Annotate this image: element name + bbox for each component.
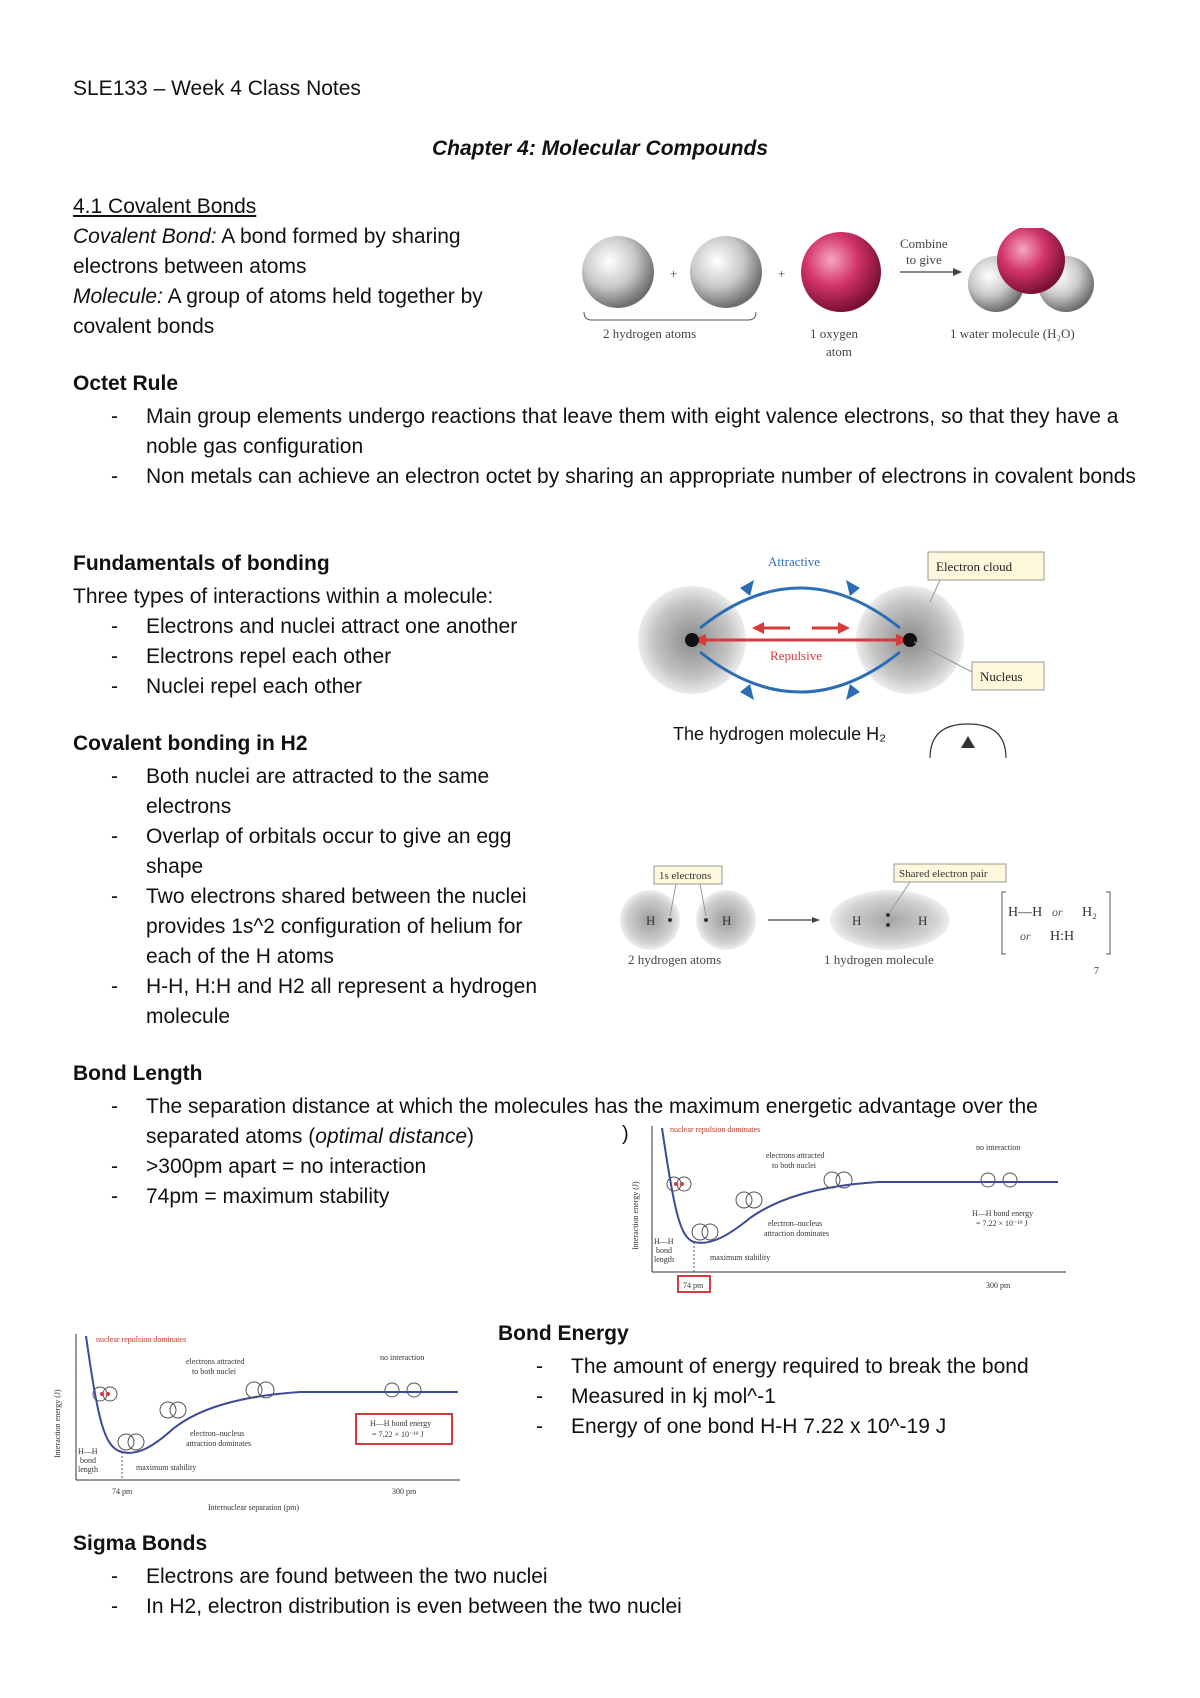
- h-symbol: H: [722, 913, 732, 928]
- list-item: - >300pm apart = no interaction: [73, 1152, 1133, 1182]
- atom-pair-icon: [680, 1182, 684, 1186]
- bond-length-label-2: bond: [80, 1456, 96, 1465]
- hydrogen-atoms-label: 2 hydrogen atoms: [603, 326, 697, 341]
- hdh-notation: H:H: [1050, 929, 1075, 944]
- optimal-distance-term: optimal distance: [315, 1125, 468, 1148]
- list-item: - Electrons are found between the two nuclei: [73, 1562, 1073, 1592]
- molecule-term: Molecule:: [73, 285, 163, 308]
- oxygen-atom-label-2: atom: [826, 344, 852, 359]
- list-item: - Both nuclei are attracted to the same electrons: [73, 762, 563, 822]
- hydrogen-atom-sphere: [690, 236, 762, 308]
- attractive-arrowhead: [740, 580, 754, 596]
- attractive-arrowhead: [846, 684, 860, 700]
- shared-electron-dot: [886, 913, 890, 917]
- combine-label: Combine: [900, 236, 948, 251]
- atom-pair-icon: [170, 1402, 186, 1418]
- h2-heading: Covalent bonding in H2: [73, 732, 308, 755]
- stray-parenthesis: ): [622, 1123, 629, 1145]
- atom-pair-icon: [824, 1172, 840, 1188]
- bond-energy-note-2: = 7.22 × 10⁻¹⁹ J: [976, 1219, 1028, 1228]
- list-item: - Overlap of orbitals occur to give an egg shape: [73, 822, 563, 882]
- bracket-right: [1106, 892, 1110, 954]
- molecule-definition: [73, 282, 533, 342]
- repulsive-label: Repulsive: [770, 648, 822, 663]
- oxygen-atom-label-1: 1 oxygen: [810, 326, 859, 341]
- max-stability-label: maximum stability: [136, 1463, 197, 1472]
- covalent-bond-text: A bond formed by sharing electrons between atoms: [73, 225, 461, 278]
- list-item: - 74pm = maximum stability: [73, 1182, 1133, 1212]
- electrons-attracted-label-2: to both nuclei: [192, 1367, 236, 1376]
- h2-list: [73, 762, 563, 1032]
- list-item: - Measured in kj mol^-1: [498, 1382, 1158, 1412]
- max-stability-label: maximum stability: [710, 1253, 771, 1262]
- list-item: - Two electrons shared between the nuclei provides 1s^2 configuration of helium for each of the H atoms: [73, 882, 563, 972]
- octet-heading: Octet Rule: [73, 372, 179, 395]
- plot-y-label: Interaction energy (J): [53, 1389, 62, 1458]
- tick-300pm: 300 pm: [392, 1487, 417, 1496]
- bond-energy-note-1: H—H bond energy: [972, 1209, 1034, 1218]
- ls-electrons-label: 1s electrons: [659, 870, 712, 882]
- atom-pair-icon: [736, 1192, 752, 1208]
- hh-notation: H—H: [1008, 905, 1043, 920]
- tick-74pm: 74 pm: [683, 1281, 704, 1290]
- bond-energy-note-1: H—H bond energy: [370, 1419, 432, 1428]
- or-text: or: [1052, 905, 1063, 919]
- electron-cloud-label: Electron cloud: [936, 559, 1013, 574]
- fundamentals-intro: Three types of interactions within a molecule:: [73, 585, 494, 608]
- course-title: SLE133 – Week 4 Class Notes: [73, 77, 361, 100]
- h2-interaction-figure: [630, 548, 1050, 760]
- h-symbol: H: [646, 913, 656, 928]
- reaction-arrowhead: [953, 268, 962, 276]
- sigma-list: [73, 1562, 1073, 1622]
- tick-74pm: 74 pm: [112, 1487, 133, 1496]
- bond-length-heading: Bond Length: [73, 1062, 203, 1085]
- electrons-attracted-label-2: to both nuclei: [772, 1161, 816, 1170]
- water-formation-figure: [578, 228, 1138, 368]
- nucleus-label: Nucleus: [980, 669, 1023, 684]
- fundamentals-heading: Fundamentals of bonding: [73, 552, 330, 575]
- en-attraction-label-1: electron–nucleus: [768, 1219, 823, 1228]
- list-item: - H-H, H:H and H2 all represent a hydrogen molecule: [73, 972, 563, 1032]
- atom-pair-icon: [128, 1434, 144, 1450]
- atom-pair-icon: [702, 1224, 718, 1240]
- atom-pair-icon: [100, 1392, 104, 1396]
- electron-dot: [704, 918, 708, 922]
- h2-formation-figure: [620, 862, 1120, 982]
- atom-pair-icon: [1003, 1173, 1017, 1187]
- bond-energy-list: [498, 1352, 1158, 1442]
- covalent-bond-term: Covalent Bond:: [73, 225, 217, 248]
- list-item: - Nuclei repel each other: [73, 672, 633, 702]
- bond-length-label-1: H—H: [78, 1447, 98, 1456]
- nucleus-left: [685, 633, 699, 647]
- bracket-left: [1002, 892, 1006, 954]
- plus-sign: +: [778, 266, 786, 281]
- atom-pair-icon: [160, 1402, 176, 1418]
- molecule-text: A group of atoms held together by covalent bonds: [73, 285, 483, 338]
- h-symbol: H: [852, 913, 862, 928]
- bond-energy-heading: Bond Energy: [498, 1322, 629, 1345]
- plot-x-label: Internuclear separation (pm): [208, 1503, 300, 1512]
- shared-electron-dot: [886, 923, 890, 927]
- fundamentals-list: [73, 612, 633, 702]
- atom-pair-icon: [118, 1434, 134, 1450]
- list-item: - The amount of energy required to break the bond: [498, 1352, 1158, 1382]
- tick-300pm: 300 pm: [986, 1281, 1011, 1290]
- energy-plot-2: [50, 1330, 470, 1514]
- hydrogen-brace: [584, 312, 756, 320]
- en-attraction-label-2: attraction dominates: [186, 1439, 252, 1448]
- atom-pair-icon: [106, 1392, 110, 1396]
- atom-pair-icon: [407, 1383, 421, 1397]
- hydrogen-molecule-label: 1 hydrogen molecule: [824, 952, 934, 967]
- repulsive-arrowhead: [752, 622, 764, 634]
- list-item: - Main group elements undergo reactions that leave them with eight valence electrons, so that they have a noble gas configuration: [73, 402, 1148, 462]
- atom-pair-icon: [746, 1192, 762, 1208]
- attractive-arrowhead: [740, 684, 754, 700]
- page-number: 7: [1094, 966, 1099, 977]
- or-text: or: [1020, 929, 1031, 943]
- atom-pair-icon: [674, 1182, 678, 1186]
- water-o-sphere: [997, 228, 1065, 294]
- hydrogen-atom-sphere: [582, 236, 654, 308]
- electrons-attracted-label-1: electrons attracted: [186, 1357, 245, 1366]
- bond-length-text: The separation distance at which the molecules has the maximum energetic advantage over the separated atoms (optimal distance): [146, 1095, 1038, 1148]
- nuclear-repulsion-label: nuclear repulsion dominates: [670, 1125, 761, 1134]
- sigma-heading: Sigma Bonds: [73, 1532, 208, 1555]
- section-covalent-heading: 4.1 Covalent Bonds: [73, 195, 257, 218]
- octet-list: [73, 402, 1148, 492]
- plot-y-label: Interaction energy (J): [631, 1181, 640, 1250]
- h-symbol: H: [918, 913, 928, 928]
- atom-pair-icon: [981, 1173, 995, 1187]
- repulsive-arrowhead: [838, 622, 850, 634]
- bond-energy-note-2: = 7.22 × 10⁻¹⁹ J: [372, 1430, 424, 1439]
- electron-dot: [668, 918, 672, 922]
- atom-pair-icon: [692, 1224, 708, 1240]
- list-item: - In H2, electron distribution is even between the two nuclei: [73, 1592, 1073, 1622]
- publisher-logo-icon: [961, 736, 975, 748]
- h2-molecule-cloud: [830, 890, 950, 950]
- en-attraction-label-2: attraction dominates: [764, 1229, 830, 1238]
- atom-pair-icon: [385, 1383, 399, 1397]
- en-attraction-label-1: electron–nucleus: [190, 1429, 245, 1438]
- oxygen-atom-sphere: [801, 232, 881, 312]
- h2-figure-caption: The hydrogen molecule H₂: [673, 724, 887, 744]
- hydrogen-atoms-label: 2 hydrogen atoms: [628, 952, 722, 967]
- list-item: - Non metals can achieve an electron octet by sharing an appropriate number of electrons in covalent bonds: [73, 462, 1148, 492]
- energy-plot-1: [618, 1120, 1068, 1298]
- atom-pair-icon: [246, 1382, 262, 1398]
- bond-length-label-3: length: [654, 1255, 674, 1264]
- bond-length-label-1: H—H: [654, 1237, 674, 1246]
- bond-length-label-2: bond: [656, 1246, 672, 1255]
- nucleus-right: [903, 633, 917, 647]
- reaction-arrowhead: [812, 917, 820, 923]
- no-interaction-label: no interaction: [380, 1353, 425, 1362]
- h2-notation: H₂: [1082, 905, 1097, 920]
- no-interaction-label: no interaction: [976, 1143, 1021, 1152]
- bond-length-label-3: length: [78, 1465, 98, 1474]
- nuclear-repulsion-label: nuclear repulsion dominates: [96, 1335, 187, 1344]
- to-give-label: to give: [906, 252, 942, 267]
- covalent-bond-definition: [73, 222, 533, 282]
- list-item: - Electrons and nuclei attract one another: [73, 612, 633, 642]
- plus-sign: +: [670, 266, 678, 281]
- attractive-label: Attractive: [768, 554, 820, 569]
- attractive-arrowhead: [846, 580, 860, 596]
- list-item: - Energy of one bond H-H 7.22 x 10^-19 J: [498, 1412, 1158, 1442]
- electrons-attracted-label-1: electrons attracted: [766, 1151, 825, 1160]
- water-molecule-label: 1 water molecule (H₂O): [950, 326, 1075, 341]
- shared-pair-label: Shared electron pair: [899, 868, 988, 880]
- chapter-title: Chapter 4: Molecular Compounds: [431, 137, 769, 160]
- list-item: - Electrons repel each other: [73, 642, 633, 672]
